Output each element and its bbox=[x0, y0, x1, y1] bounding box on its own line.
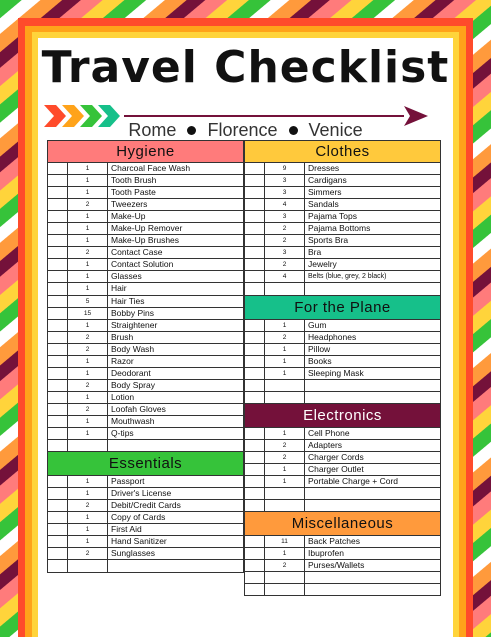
quantity-cell: 1 bbox=[68, 416, 108, 427]
quantity-cell: 1 bbox=[68, 271, 108, 282]
checkbox-cell[interactable] bbox=[48, 500, 68, 511]
quantity-cell: 2 bbox=[68, 380, 108, 391]
checklist-row bbox=[245, 548, 440, 560]
checkbox-cell[interactable] bbox=[48, 548, 68, 559]
checklist-row bbox=[245, 271, 440, 283]
section-header-clothes: Clothes bbox=[245, 141, 440, 163]
quantity-cell bbox=[265, 500, 305, 511]
checkbox-cell[interactable] bbox=[48, 175, 68, 186]
item-name: Back Patches bbox=[308, 536, 360, 547]
checkbox-cell[interactable] bbox=[48, 404, 68, 415]
checklist-row bbox=[48, 344, 243, 356]
essentials-list bbox=[48, 476, 243, 572]
checklist-row bbox=[48, 247, 243, 259]
checkbox-cell[interactable] bbox=[245, 235, 265, 246]
item-name bbox=[108, 440, 243, 451]
section-header-plane: For the Plane bbox=[245, 296, 440, 320]
checklist-row bbox=[245, 163, 440, 175]
checkbox-cell[interactable] bbox=[48, 296, 68, 307]
item-name: Books bbox=[308, 355, 332, 366]
quantity-cell: 1 bbox=[68, 392, 108, 403]
checklist-row bbox=[245, 476, 440, 488]
quantity-cell: 1 bbox=[68, 259, 108, 270]
checkbox-cell[interactable] bbox=[245, 344, 265, 355]
quantity-cell: 1 bbox=[265, 428, 305, 439]
checklist-row bbox=[245, 440, 440, 452]
quantity-cell: 1 bbox=[68, 163, 108, 174]
checkbox-cell[interactable] bbox=[48, 392, 68, 403]
section-header-misc: Miscellaneous bbox=[245, 512, 440, 536]
item-name: Cell Phone bbox=[308, 427, 350, 438]
quantity-cell: 5 bbox=[68, 296, 108, 307]
item-name: Hair bbox=[111, 283, 127, 294]
checklist-row bbox=[48, 392, 243, 404]
quantity-cell: 2 bbox=[265, 560, 305, 571]
checklist-row bbox=[245, 452, 440, 464]
quantity-cell: 3 bbox=[265, 247, 305, 258]
item-name: Adapters bbox=[308, 439, 343, 450]
checkbox-cell[interactable] bbox=[48, 332, 68, 343]
checkbox-cell[interactable] bbox=[245, 488, 265, 499]
quantity-cell: 2 bbox=[68, 247, 108, 258]
checklist-row bbox=[48, 211, 243, 223]
checklist-row bbox=[245, 175, 440, 187]
item-name: Jewelry bbox=[308, 259, 337, 270]
section-header-essentials: Essentials bbox=[48, 452, 243, 476]
checklist-row bbox=[48, 536, 243, 548]
item-name bbox=[305, 380, 440, 391]
checkbox-cell[interactable] bbox=[48, 356, 68, 367]
checklist-row bbox=[48, 368, 243, 380]
quantity-cell: 2 bbox=[68, 344, 108, 355]
checkbox-cell[interactable] bbox=[245, 320, 265, 331]
checkbox-cell[interactable] bbox=[48, 199, 68, 210]
checklist-row bbox=[48, 428, 243, 440]
item-name: Razor bbox=[111, 355, 134, 366]
item-name: Body Wash bbox=[111, 343, 155, 354]
quantity-cell: 1 bbox=[68, 320, 108, 331]
item-name bbox=[305, 500, 440, 511]
quantity-cell: 1 bbox=[68, 512, 108, 523]
quantity-cell: 3 bbox=[265, 187, 305, 198]
checkbox-cell[interactable] bbox=[245, 211, 265, 222]
quantity-cell: 1 bbox=[265, 464, 305, 475]
item-name: Hand Sanitizer bbox=[111, 536, 167, 547]
checkbox-cell[interactable] bbox=[48, 560, 68, 571]
quantity-cell bbox=[68, 560, 108, 571]
checkbox-cell[interactable] bbox=[245, 536, 265, 547]
item-name: Lotion bbox=[111, 391, 135, 402]
quantity-cell: 3 bbox=[265, 211, 305, 222]
quantity-cell: 1 bbox=[68, 524, 108, 535]
item-name: Brush bbox=[111, 331, 134, 342]
checklist-row bbox=[48, 308, 243, 320]
item-name: Tooth Brush bbox=[111, 175, 157, 186]
right-column bbox=[244, 140, 441, 596]
checklist-row bbox=[245, 380, 440, 392]
quantity-cell bbox=[68, 440, 108, 451]
checkbox-cell[interactable] bbox=[245, 560, 265, 571]
item-name: Sports Bra bbox=[308, 235, 349, 246]
quantity-cell: 1 bbox=[68, 235, 108, 246]
item-name: Charcoal Face Wash bbox=[111, 163, 191, 173]
destination-rome: Rome bbox=[128, 120, 177, 140]
checkbox-cell[interactable] bbox=[48, 308, 68, 319]
item-name: Tooth Paste bbox=[111, 187, 156, 198]
quantity-cell bbox=[265, 283, 305, 294]
checklist-row bbox=[245, 392, 440, 404]
quantity-cell bbox=[265, 380, 305, 391]
checklist-row bbox=[245, 500, 440, 512]
checklist-row bbox=[245, 560, 440, 572]
checkbox-cell[interactable] bbox=[245, 380, 265, 391]
section-header-electronics: Electronics bbox=[245, 404, 440, 428]
checklist-row bbox=[245, 199, 440, 211]
item-name: Make-Up Remover bbox=[111, 223, 183, 234]
quantity-cell: 1 bbox=[68, 187, 108, 198]
item-name: Tweezers bbox=[111, 199, 148, 210]
quantity-cell: 2 bbox=[68, 404, 108, 415]
item-name: Portable Charge + Cord bbox=[308, 476, 399, 487]
item-name: Make-Up Brushes bbox=[111, 235, 180, 246]
checklist-row bbox=[245, 187, 440, 199]
checklist-row bbox=[48, 380, 243, 392]
quantity-cell: 2 bbox=[68, 199, 108, 210]
item-name: Make-Up bbox=[111, 211, 146, 222]
quantity-cell bbox=[265, 584, 305, 595]
quantity-cell: 1 bbox=[68, 211, 108, 222]
checkbox-cell[interactable] bbox=[48, 488, 68, 499]
quantity-cell: 1 bbox=[265, 356, 305, 367]
item-name: Sunglasses bbox=[111, 548, 155, 559]
checkbox-cell[interactable] bbox=[245, 428, 265, 439]
checkbox-cell[interactable] bbox=[48, 512, 68, 523]
destinations bbox=[38, 120, 453, 141]
checkbox-cell[interactable] bbox=[245, 247, 265, 258]
item-name: Sleeping Mask bbox=[308, 367, 364, 378]
checkbox-cell[interactable] bbox=[48, 524, 68, 535]
item-name: Cardigans bbox=[308, 175, 347, 186]
checklist-row bbox=[48, 259, 243, 271]
bullet-dot-icon bbox=[289, 126, 298, 135]
plane-list bbox=[245, 320, 440, 404]
checklist-row bbox=[245, 344, 440, 356]
hygiene-list bbox=[48, 163, 243, 452]
checkbox-cell[interactable] bbox=[245, 476, 265, 487]
item-name: Bobby Pins bbox=[111, 307, 154, 318]
quantity-cell: 1 bbox=[265, 368, 305, 379]
checkbox-cell[interactable] bbox=[245, 283, 265, 294]
quantity-cell: 1 bbox=[68, 283, 108, 294]
quantity-cell: 2 bbox=[265, 440, 305, 451]
checkbox-cell[interactable] bbox=[245, 259, 265, 270]
checkbox-cell[interactable] bbox=[245, 332, 265, 343]
checklist-row bbox=[48, 476, 243, 488]
item-name: Ibuprofen bbox=[308, 548, 344, 559]
quantity-cell bbox=[265, 392, 305, 403]
quantity-cell: 2 bbox=[265, 259, 305, 270]
item-name: Deodorant bbox=[111, 367, 151, 378]
checklist-row bbox=[245, 536, 440, 548]
checklist-row bbox=[48, 488, 243, 500]
checkbox-cell[interactable] bbox=[48, 380, 68, 391]
checklist-row bbox=[245, 488, 440, 500]
item-name bbox=[305, 584, 440, 595]
checkbox-cell[interactable] bbox=[48, 283, 68, 294]
item-name: Pajama Bottoms bbox=[308, 223, 371, 234]
checklist-row bbox=[48, 163, 243, 175]
checklist-row bbox=[245, 464, 440, 476]
checkbox-cell[interactable] bbox=[245, 199, 265, 210]
checklist-row bbox=[48, 500, 243, 512]
checkbox-cell[interactable] bbox=[245, 175, 265, 186]
checkbox-cell[interactable] bbox=[48, 344, 68, 355]
item-name bbox=[305, 392, 440, 403]
quantity-cell bbox=[265, 488, 305, 499]
item-name: Q-tips bbox=[111, 428, 134, 439]
checkbox-cell[interactable] bbox=[48, 368, 68, 379]
quantity-cell: 1 bbox=[68, 175, 108, 186]
item-name: Sandals bbox=[308, 199, 339, 210]
checkbox-cell[interactable] bbox=[48, 320, 68, 331]
item-name: Belts (blue, grey, 2 black) bbox=[308, 273, 387, 281]
item-name: Hair Ties bbox=[111, 295, 145, 306]
item-name bbox=[305, 488, 440, 499]
item-name: Purses/Wallets bbox=[308, 560, 365, 571]
page-title: Travel Checklist bbox=[41, 42, 450, 93]
checkbox-cell[interactable] bbox=[245, 500, 265, 511]
checklist-row bbox=[48, 416, 243, 428]
item-name: Charger Outlet bbox=[308, 463, 364, 474]
checklist-row bbox=[245, 259, 440, 271]
item-name: Gum bbox=[308, 319, 327, 330]
checkbox-cell[interactable] bbox=[245, 368, 265, 379]
item-name: Glasses bbox=[111, 271, 142, 282]
item-name: Headphones bbox=[308, 331, 357, 342]
checklist-row bbox=[245, 211, 440, 223]
bullet-dot-icon bbox=[187, 126, 196, 135]
quantity-cell: 9 bbox=[265, 163, 305, 174]
checkbox-cell[interactable] bbox=[48, 259, 68, 270]
checkbox-cell[interactable] bbox=[48, 223, 68, 234]
quantity-cell: 2 bbox=[265, 223, 305, 234]
checklist-row bbox=[48, 332, 243, 344]
clothes-list bbox=[245, 163, 440, 296]
checkbox-cell[interactable] bbox=[245, 163, 265, 174]
item-name: Dresses bbox=[308, 163, 340, 173]
checklist-row bbox=[48, 512, 243, 524]
checkbox-cell[interactable] bbox=[48, 235, 68, 246]
item-name: Driver's License bbox=[111, 488, 172, 499]
item-name: Contact Case bbox=[111, 247, 163, 258]
quantity-cell: 1 bbox=[68, 536, 108, 547]
item-name: Pillow bbox=[308, 343, 331, 354]
checkbox-cell[interactable] bbox=[48, 440, 68, 451]
item-name: Pajama Tops bbox=[308, 211, 357, 222]
quantity-cell bbox=[265, 572, 305, 583]
destination-venice: Venice bbox=[308, 120, 363, 140]
checkbox-cell[interactable] bbox=[245, 392, 265, 403]
checklist-row bbox=[245, 356, 440, 368]
checklist-row bbox=[245, 332, 440, 344]
checkbox-cell[interactable] bbox=[48, 211, 68, 222]
section-header-hygiene: Hygiene bbox=[48, 141, 243, 163]
checkbox-cell[interactable] bbox=[48, 163, 68, 174]
checklist-row bbox=[48, 320, 243, 332]
quantity-cell: 1 bbox=[265, 320, 305, 331]
checkbox-cell[interactable] bbox=[245, 548, 265, 559]
checklist-row bbox=[245, 283, 440, 295]
checkbox-cell[interactable] bbox=[245, 584, 265, 595]
checklist-row bbox=[48, 199, 243, 211]
checklist-row bbox=[245, 223, 440, 235]
item-name: Bra bbox=[308, 247, 322, 258]
quantity-cell: 1 bbox=[68, 488, 108, 499]
quantity-cell: 2 bbox=[265, 235, 305, 246]
checkbox-cell[interactable] bbox=[245, 464, 265, 475]
destination-florence: Florence bbox=[207, 120, 278, 140]
checkbox-cell[interactable] bbox=[245, 572, 265, 583]
quantity-cell: 2 bbox=[68, 548, 108, 559]
quantity-cell: 1 bbox=[265, 344, 305, 355]
item-name: Straightener bbox=[111, 319, 158, 330]
checklist-row bbox=[48, 223, 243, 235]
checklist-row bbox=[48, 560, 243, 572]
quantity-cell: 2 bbox=[68, 500, 108, 511]
item-name: Debit/Credit Cards bbox=[111, 500, 181, 511]
item-name bbox=[305, 572, 440, 583]
checklist-row bbox=[48, 440, 243, 452]
checkbox-cell[interactable] bbox=[48, 271, 68, 282]
checklist-row bbox=[245, 368, 440, 380]
checklist-row bbox=[245, 428, 440, 440]
item-name: Copy of Cards bbox=[111, 512, 166, 523]
checkbox-cell[interactable] bbox=[245, 187, 265, 198]
checklist-row bbox=[245, 235, 440, 247]
checkbox-cell[interactable] bbox=[48, 416, 68, 427]
checklist-row bbox=[48, 271, 243, 283]
quantity-cell: 1 bbox=[68, 476, 108, 487]
checklist-row bbox=[245, 247, 440, 259]
checkbox-cell[interactable] bbox=[48, 536, 68, 547]
checklist-row bbox=[48, 524, 243, 536]
quantity-cell: 3 bbox=[265, 175, 305, 186]
checkbox-cell[interactable] bbox=[245, 356, 265, 367]
quantity-cell: 4 bbox=[265, 199, 305, 210]
quantity-cell: 1 bbox=[68, 368, 108, 379]
checklist-row bbox=[48, 235, 243, 247]
checkbox-cell[interactable] bbox=[48, 476, 68, 487]
checklist-row bbox=[48, 356, 243, 368]
item-name bbox=[108, 560, 243, 571]
checklist-row bbox=[245, 572, 440, 584]
checkbox-cell[interactable] bbox=[245, 223, 265, 234]
quantity-cell: 15 bbox=[68, 308, 108, 319]
electronics-list bbox=[245, 428, 440, 512]
checkbox-cell[interactable] bbox=[245, 440, 265, 451]
item-name: First Aid bbox=[111, 524, 142, 535]
item-name: Charger Cords bbox=[308, 451, 364, 462]
checkbox-cell[interactable] bbox=[245, 452, 265, 463]
item-name: Loofah Gloves bbox=[111, 403, 166, 414]
checkbox-cell[interactable] bbox=[48, 428, 68, 439]
quantity-cell: 1 bbox=[68, 428, 108, 439]
quantity-cell: 2 bbox=[265, 332, 305, 343]
quantity-cell: 11 bbox=[265, 536, 305, 547]
quantity-cell: 1 bbox=[265, 476, 305, 487]
left-column bbox=[47, 140, 244, 573]
quantity-cell: 1 bbox=[265, 548, 305, 559]
item-name: Passport bbox=[111, 476, 145, 487]
quantity-cell: 1 bbox=[68, 356, 108, 367]
misc-list bbox=[245, 536, 440, 596]
item-name: Body Spray bbox=[111, 379, 155, 390]
checklist-row bbox=[48, 187, 243, 199]
quantity-cell: 2 bbox=[68, 332, 108, 343]
item-name: Contact Solution bbox=[111, 259, 174, 270]
checklist-row bbox=[245, 584, 440, 596]
item-name bbox=[305, 283, 440, 294]
quantity-cell: 4 bbox=[265, 271, 305, 282]
checklist-row bbox=[48, 283, 243, 295]
item-name: Mouthwash bbox=[111, 415, 155, 426]
checkbox-cell[interactable] bbox=[48, 187, 68, 198]
checkbox-cell[interactable] bbox=[245, 271, 265, 282]
checklist-row bbox=[48, 548, 243, 560]
checklist-row bbox=[48, 296, 243, 308]
quantity-cell: 1 bbox=[68, 223, 108, 234]
checklist-row bbox=[48, 404, 243, 416]
checkbox-cell[interactable] bbox=[48, 247, 68, 258]
item-name: Simmers bbox=[308, 187, 342, 198]
quantity-cell: 2 bbox=[265, 452, 305, 463]
checklist-row bbox=[245, 320, 440, 332]
checklist-row bbox=[48, 175, 243, 187]
